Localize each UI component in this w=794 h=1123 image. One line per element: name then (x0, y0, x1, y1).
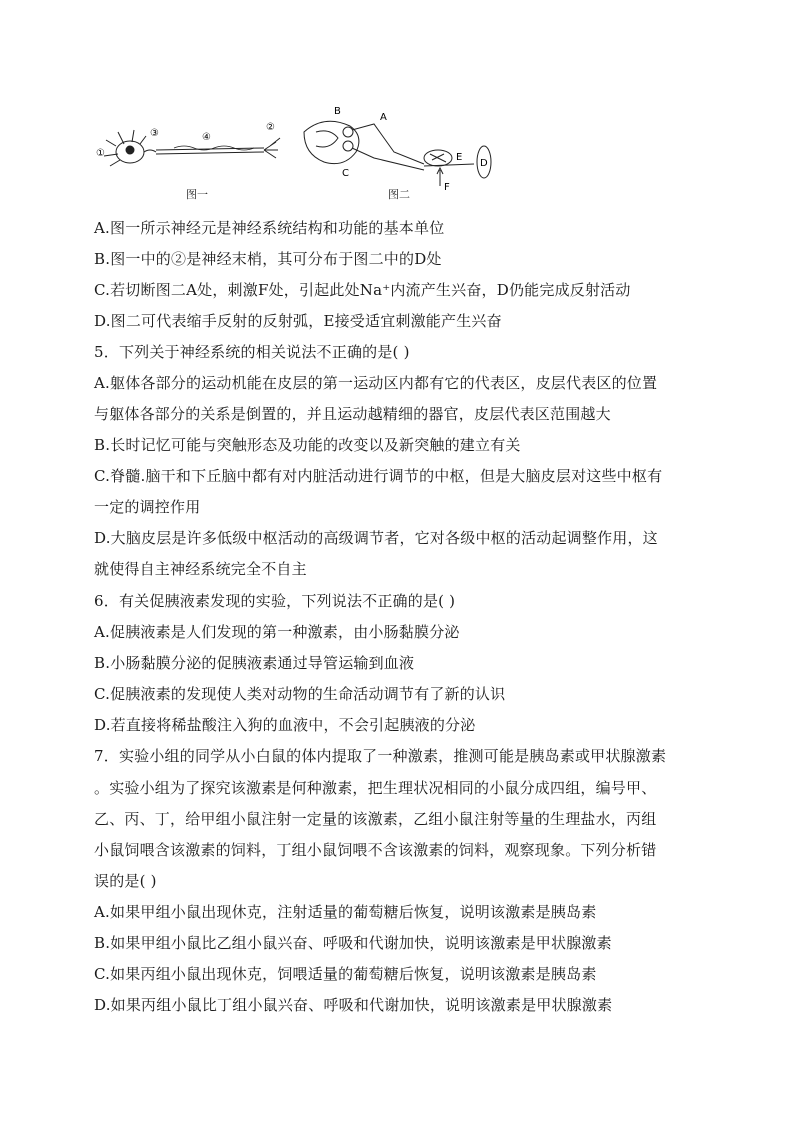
fig1-label-2: ② (266, 122, 275, 133)
q7-option-d: D.如果丙组小鼠比丁组小鼠兴奋、呼吸和代谢加快，说明该激素是甲状腺激素 (94, 996, 613, 1014)
fig1-caption: 图一 (186, 188, 208, 201)
q7-stem-line: 。实验小组为了探究该激素是何种激素，把生理状况相同的小鼠分成四组，编号甲、 (94, 779, 657, 797)
q5-line: C.脊髓.脑干和下丘脑中都有对内脏活动进行调节的中枢，但是大脑皮层对这些中枢有 (94, 467, 663, 485)
q7-stem-line: 乙、丙、丁，给甲组小鼠注射一定量的该激素，乙组小鼠注射等量的生理盐水，丙组 (94, 810, 657, 828)
fig2-label-a: A (380, 112, 387, 123)
fig1-label-3: ③ (150, 128, 159, 139)
q6-line: B.小肠黏膜分泌的促胰液素通过导管运输到血液 (94, 654, 415, 672)
q7-stem-line: 误的是( ) (94, 872, 157, 890)
figure-area (94, 102, 514, 206)
q7-option-a: A.如果甲组小鼠出现休克，注射适量的葡萄糖后恢复，说明该激素是胰岛素 (94, 903, 597, 921)
fig1-label-4: ④ (202, 132, 211, 143)
q7-stem-line: 7．实验小组的同学从小白鼠的体内提取了一种激素，推测可能是胰岛素或甲状腺激素 (94, 747, 667, 765)
fig2-label-e: E (456, 152, 463, 163)
q4-option-d: D.图二可代表缩手反射的反射弧，E接受适宜刺激能产生兴奋 (94, 312, 502, 330)
q5-stem: 5．下列关于神经系统的相关说法不正确的是( ) (94, 343, 410, 361)
fig2-label-c: C (342, 168, 349, 179)
neuron-diagrams (94, 102, 514, 206)
q5-line: A.躯体各部分的运动机能在皮层的第一运动区内都有它的代表区，皮层代表区的位置 (94, 374, 658, 392)
q4-option-b: B.图一中的②是神经末梢，其可分布于图二中的D处 (94, 250, 442, 268)
q5-line: 就使得自主神经系统完全不自主 (94, 560, 307, 578)
q6-line: D.若直接将稀盐酸注入狗的血液中，不会引起胰液的分泌 (94, 716, 476, 734)
q4-option-a: A.图一所示神经元是神经系统结构和功能的基本单位 (94, 219, 445, 237)
q4-option-c: C.若切断图二A处，刺激F处，引起此处Na⁺内流产生兴奋，D仍能完成反射活动 (94, 281, 631, 299)
q5-line: D.大脑皮层是许多低级中枢活动的高级调节者，它对各级中枢的活动起调整作用，这 (94, 529, 658, 547)
figure-2-reflex-arc (304, 121, 491, 186)
fig2-label-f: F (444, 182, 450, 193)
q6-stem: 6．有关促胰液素发现的实验，下列说法不正确的是( ) (94, 592, 456, 610)
q6-line: A.促胰液素是人们发现的第一种激素，由小肠黏膜分泌 (94, 623, 460, 641)
fig2-label-d: D (480, 158, 488, 169)
figure-1-neuron (104, 130, 280, 166)
q6-line: C.促胰液素的发现使人类对动物的生命活动调节有了新的认识 (94, 685, 506, 703)
fig1-label-1: ① (96, 148, 105, 159)
q5-line: 与躯体各部分的关系是倒置的，并且运动越精细的器官，皮层代表区范围越大 (94, 405, 611, 423)
fig2-caption: 图二 (388, 188, 410, 201)
fig2-label-b: B (334, 106, 341, 117)
q7-option-b: B.如果甲组小鼠比乙组小鼠兴奋、呼吸和代谢加快，说明该激素是甲状腺激素 (94, 934, 612, 952)
q7-option-c: C.如果丙组小鼠出现休克，饲喂适量的葡萄糖后恢复，说明该激素是胰岛素 (94, 965, 597, 983)
q7-stem-line: 小鼠饲喂含该激素的饲料，丁组小鼠饲喂不含该激素的饲料，观察现象。下列分析错 (94, 841, 657, 859)
q5-line: B.长时记忆可能与突触形态及功能的改变以及新突触的建立有关 (94, 436, 521, 454)
q5-line: 一定的调控作用 (94, 498, 201, 516)
